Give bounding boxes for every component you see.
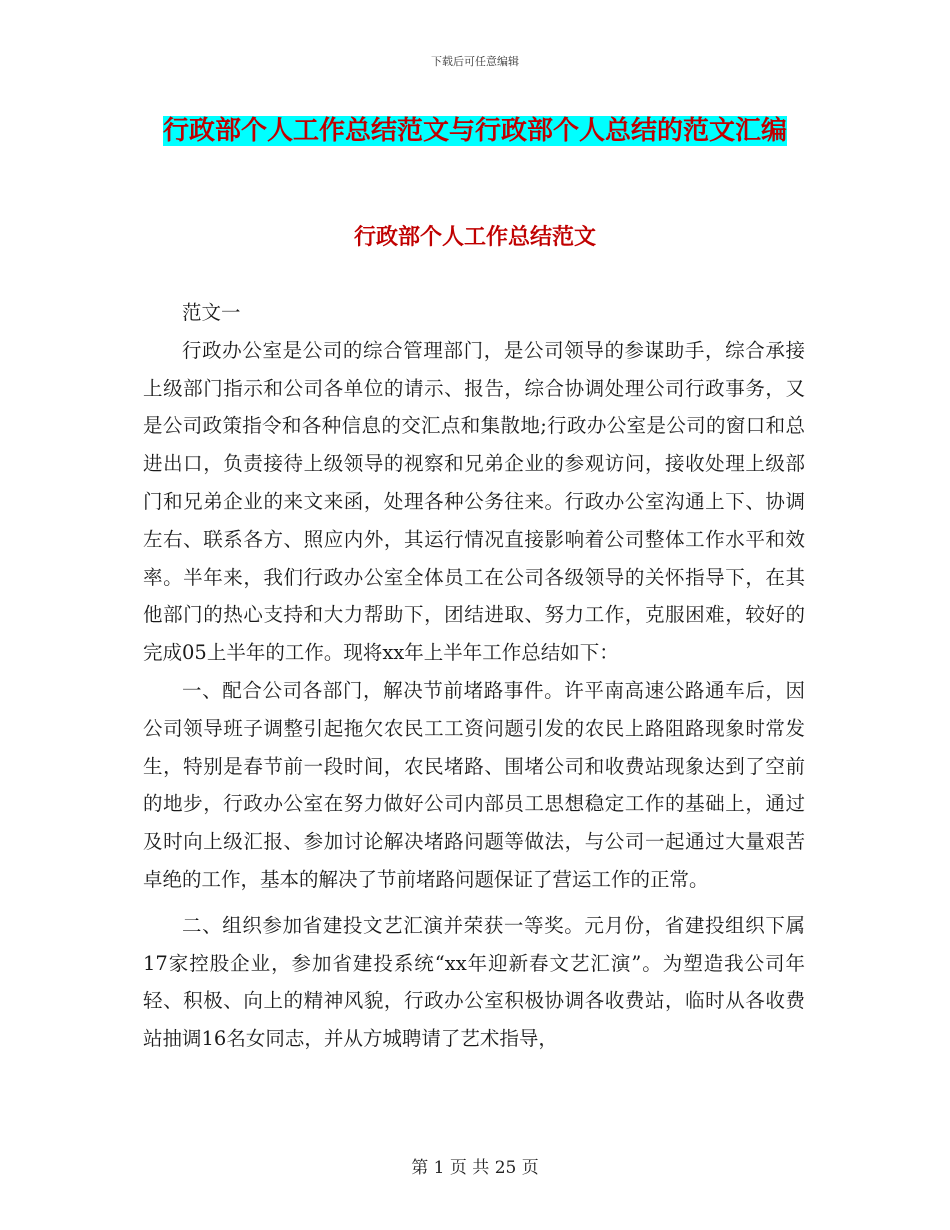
section-title: 行政部个人工作总结范文 — [353, 225, 596, 250]
paragraph: 一、配合公司各部门，解决节前堵路事件。许平南高速公路通车后，因公司领导班子调整引起拖欠农民工工资问题引发的农民上路阻路现象时常发生，特别是春节前一段时间，农民堵路、围堵公司和收费站现象达到了空前的地步，行政办公室在努力做好公司内部员工思想稳定工作的基础上，通过及时向上级汇报、参加讨论解决堵路问题等做法，与公司一起通过大量艰苦卓绝的工作，基本的解决了节前堵路问题保证了营运工作的正常。 — [143, 678, 805, 891]
document-title — [140, 108, 810, 154]
page-number: 第 1 页 共 25 页 — [411, 1158, 539, 1178]
document-title-text: 行政部个人工作总结范文与行政部个人总结的范文汇编 — [162, 116, 787, 146]
document-body — [143, 294, 805, 1058]
paragraph: 二、组织参加省建投文艺汇演并荣获一等奖。元月份，省建投组织下属17家控股企业，参加省建投系统“xx年迎新春文艺汇演”。为塑造我公司年轻、积极、向上的精神风貌，行政办公室积极协调各收费站，临时从各收费站抽调16名女同志，并从方城聘请了艺术指导， — [143, 913, 805, 1051]
paragraph: 行政办公室是公司的综合管理部门，是公司领导的参谋助手，综合承接上级部门指示和公司各单位的请示、报告，综合协调处理公司行政事务，又是公司政策指令和各种信息的交汇点和集散地;行政办公室是公司的窗口和总进出口，负责接待上级领导的视察和兄弟企业的参观访问，接收处理上级部门和兄弟企业的来文来函，处理各种公务往来。行政办公室沟通上下、协调左右、联系各方、照应内外，其运行情况直接影响着公司整体工作水平和效率。半年来，我们行政办公室全体员工在公司各级领导的关怀指导下，在其他部门的热心支持和大力帮助下，团结进取、努力工作，克服困难，较好的完成05上半年的工作。现将xx年上半年工作总结如下： — [143, 338, 805, 665]
paragraph-label: 范文一 — [182, 301, 241, 324]
page-header-note: 下载后可任意编辑 — [431, 55, 519, 68]
